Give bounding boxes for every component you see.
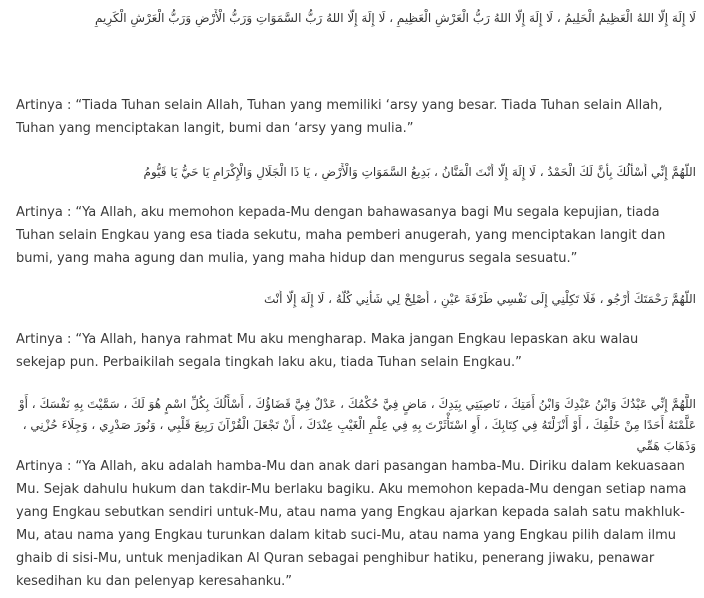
arabic-dua-4: اللَّهُمَّ إِنِّي عَبْدُكَ وَابْنُ عَبْدِكَ وَابْنُ أَمَتِكَ ، نَاصِيَتِي بِيَدِكَ ، مَاضٍ فِيَّ حُكْمُكَ ، عَدْلٌ فِيَّ قَضَاؤُكَ ، أَسْأَلُكَ بِكُلِّ اسْمٍ هُوَ لَكَ ، سَمَّيْتَ بِهِ نَفْسَكَ ، أَوْ عَلَّمْتَهُ أَحَدًا مِنْ خَلْقِكَ ، أَوْ أَنْزَلْتَهُ فِي كِتَابِكَ ، أَوِ اسْتَأْثَرْتَ بِهِ فِي عِلْمِ الْغَيْبِ عِنْدَكَ ، أَنْ تَجْعَلَ الْقُرْآنَ رَبِيعَ قَلْبِي ، وَنُورَ صَدْرِي ، وَجِلَاءَ حُزْنِي ، وَذَهَابَ هَمِّي [18, 397, 696, 453]
arabic-dua-3: اللَّهُمَّ رَحْمَتَكَ أَرْجُو ، فَلَا تَكِلْنِي إِلَى نَفْسِي طَرْفَةَ عَيْنٍ ، أَصْلِحْ لِي شَأْنِي كُلَّهُ ، لَا إِلَهَ إِلَّا أَنْتَ [263, 292, 696, 306]
translation-prefix: Artinya : [16, 332, 72, 347]
translation-prefix: Artinya : [16, 205, 72, 220]
translation-prefix: Artinya : [16, 98, 72, 113]
translation-paragraph-2 [16, 201, 692, 270]
translation-text: “Ya Allah, hanya rahmat Mu aku mengharap. Maka jangan Engkau lepaskan aku walau sekejap pun. Perbaikilah segala tingkah laku aku, tiada Tuhan selain Engkau.” [16, 332, 639, 370]
arabic-dua-2: اللَّهُمَّ إِنِّي أَسْأَلُكَ بِأَنَّ لَكَ الْحَمْدُ ، لَا إِلَهَ إِلَّا أَنْتَ الْمَنَّانُ ، بَدِيعُ السَّمَوَاتِ وَالْأَرْضِ ، يَا ذَا الْجَلَالِ وَالْإِكْرَامِ يَا حَيُّ يَا قَيُّومُ [143, 165, 696, 179]
translation-text: “Ya Allah, aku memohon kepada-Mu dengan bahawasanya bagi Mu segala kepujian, tiada Tuhan selain Engkau yang esa tiada sekutu, maha pemberi anugerah, yang menciptakan langit dan bumi, yang maha agung dan mulia, yang maha hidup dan mengurus segala sesuatu.” [16, 205, 666, 266]
translation-paragraph-3 [16, 328, 692, 374]
translation-paragraph-1 [16, 94, 692, 140]
translation-text: “Tiada Tuhan selain Allah, Tuhan yang memiliki ‘arsy yang besar. Tiada Tuhan selain Allah, Tuhan yang menciptakan langit, bumi dan ‘arsy yang mulia.” [16, 98, 663, 136]
translation-prefix: Artinya : [16, 459, 72, 474]
translation-text: “Ya Allah, aku adalah hamba-Mu dan anak dari pasangan hamba-Mu. Diriku dalam kekuasaan Mu. Sejak dahulu hukum dan takdir-Mu berlaku bagiku. Aku memohon kepada-Mu dengan setiap nama yang Engkau sebutkan sendiri untuk-Mu, atau nama yang Engkau ajarkan kepada salah satu makhluk-Mu, atau nama yang Engkau turunkan dalam kitab suci-Mu, atau nama yang Engkau pilih dalam ilmu ghaib di sisi-Mu, untuk menjadikan Al Quran sebagai penghibur hatiku, penerang jiwaku, penawar kesedihan ku dan pelenyap keresahanku.” [16, 459, 687, 589]
translation-paragraph-4 [16, 455, 692, 593]
arabic-dua-1: لَا إِلَهَ إِلَّا اللهُ الْعَظِيمُ الْحَلِيمُ ، لَا إِلَهَ إِلَّا اللهُ رَبُّ الْعَرْشِ الْعَظِيمِ ، لَا إِلَهَ إِلَّا اللهُ رَبُّ السَّمَوَاتِ وَرَبُّ الْأَرْضِ وَرَبُّ الْعَرْشِ الْكَرِيمِ [95, 11, 696, 25]
